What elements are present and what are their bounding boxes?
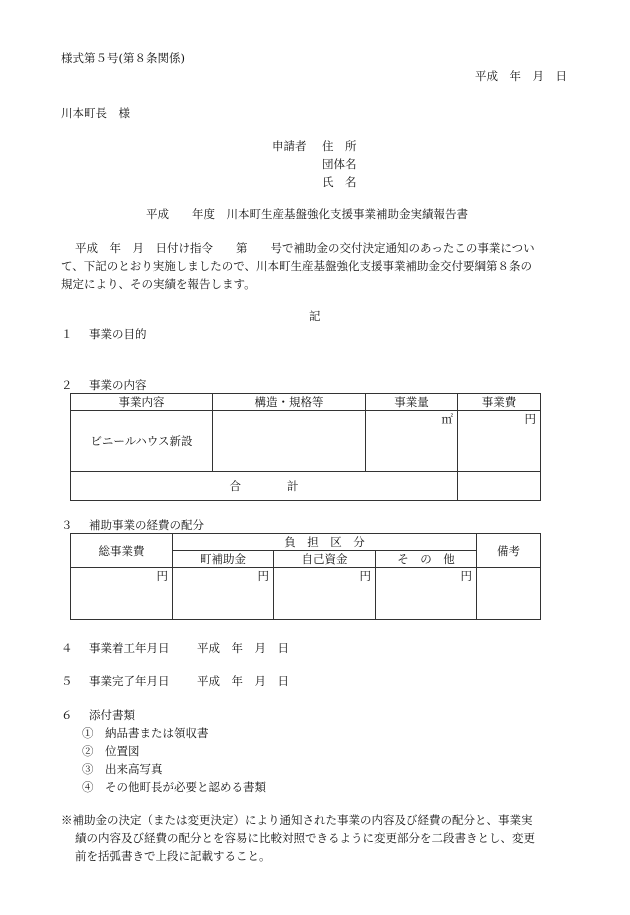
yen-total: 円 bbox=[71, 568, 173, 620]
yen-town-subsidy: 円 bbox=[173, 568, 274, 620]
section-2-number: ２ bbox=[61, 378, 73, 392]
expense-allocation-table bbox=[70, 533, 541, 620]
yen-other: 円 bbox=[376, 568, 477, 620]
attachment-item-4: ④ その他町長が必要と認める書類 bbox=[82, 780, 266, 794]
section-4-number: ４ bbox=[61, 641, 73, 655]
section-3-label: 補助事業の経費の配分 bbox=[89, 518, 204, 532]
remarks-cell bbox=[477, 568, 541, 620]
intro-line-1: 平成 年 月 日付け指令 第 号で補助金の交付決定通知のあったこの事業につい bbox=[75, 241, 535, 255]
section-4-label: 事業着工年月日 bbox=[89, 641, 170, 655]
total-value-cell bbox=[458, 472, 541, 501]
structure-spec-cell bbox=[213, 411, 366, 472]
intro-line-3: 規定により、その実績を報告します。 bbox=[61, 277, 256, 291]
header-burden-category: 負 担 区 分 bbox=[173, 534, 477, 551]
attachment-item-1: ① 納品書または領収書 bbox=[82, 726, 209, 740]
applicant-address-label: 住 所 bbox=[322, 139, 357, 153]
header-project-quantity: 事業量 bbox=[366, 394, 458, 411]
start-date: 平成 年 月 日 bbox=[197, 641, 289, 655]
project-item: ビニールハウス新設 bbox=[71, 411, 213, 472]
attachment-item-3: ③ 出来高写真 bbox=[82, 762, 163, 776]
section-6-number: ６ bbox=[61, 708, 73, 722]
section-6-label: 添付書類 bbox=[89, 708, 135, 722]
attachment-item-2: ② 位置図 bbox=[82, 744, 140, 758]
header-total-project-cost: 総事業費 bbox=[71, 534, 173, 568]
completion-date: 平成 年 月 日 bbox=[197, 674, 289, 688]
project-content-table bbox=[70, 393, 541, 501]
applicant-name-label: 氏 名 bbox=[322, 175, 357, 189]
header-structure-spec: 構造・規格等 bbox=[213, 394, 366, 411]
section-5-number: ５ bbox=[61, 674, 73, 688]
yen-own-funds: 円 bbox=[274, 568, 376, 620]
header-project-content: 事業内容 bbox=[71, 394, 213, 411]
cost-unit: 円 bbox=[458, 411, 541, 472]
header-project-cost: 事業費 bbox=[458, 394, 541, 411]
note-line-1: ※補助金の決定（または変更決定）により通知された事業の内容及び経費の配分と、事業実 bbox=[61, 813, 533, 827]
section-3-number: ３ bbox=[61, 518, 73, 532]
section-2-label: 事業の内容 bbox=[89, 378, 147, 392]
form-number: 様式第５号(第８条関係) bbox=[61, 51, 185, 65]
note-line-2: 績の内容及び経費の配分とを容易に比較対照できるように変更部分を二段書きとし、変更 bbox=[75, 831, 535, 845]
document-title: 平成 年度 川本町生産基盤強化支援事業補助金実績報告書 bbox=[146, 207, 468, 221]
header-own-funds: 自己資金 bbox=[274, 551, 376, 568]
section-1-number: １ bbox=[61, 327, 73, 341]
applicant-org-label: 団体名 bbox=[322, 157, 357, 171]
section-1-label: 事業の目的 bbox=[89, 327, 147, 341]
quantity-unit: ㎡ bbox=[366, 411, 458, 472]
report-date: 平成 年 月 日 bbox=[475, 69, 567, 83]
total-label: 合 計 bbox=[71, 472, 458, 501]
note-line-3: 前を括弧書きで上段に記載すること。 bbox=[75, 849, 271, 863]
header-other: そ の 他 bbox=[376, 551, 477, 568]
ki-heading: 記 bbox=[309, 309, 321, 323]
header-remarks: 備考 bbox=[477, 534, 541, 568]
addressee: 川本町長 様 bbox=[61, 106, 130, 120]
intro-line-2: て、下記のとおり実施しましたので、川本町生産基盤強化支援事業補助金交付要綱第８条の bbox=[61, 259, 533, 273]
section-5-label: 事業完了年月日 bbox=[89, 674, 170, 688]
applicant-label: 申請者 bbox=[272, 139, 307, 153]
header-town-subsidy: 町補助金 bbox=[173, 551, 274, 568]
